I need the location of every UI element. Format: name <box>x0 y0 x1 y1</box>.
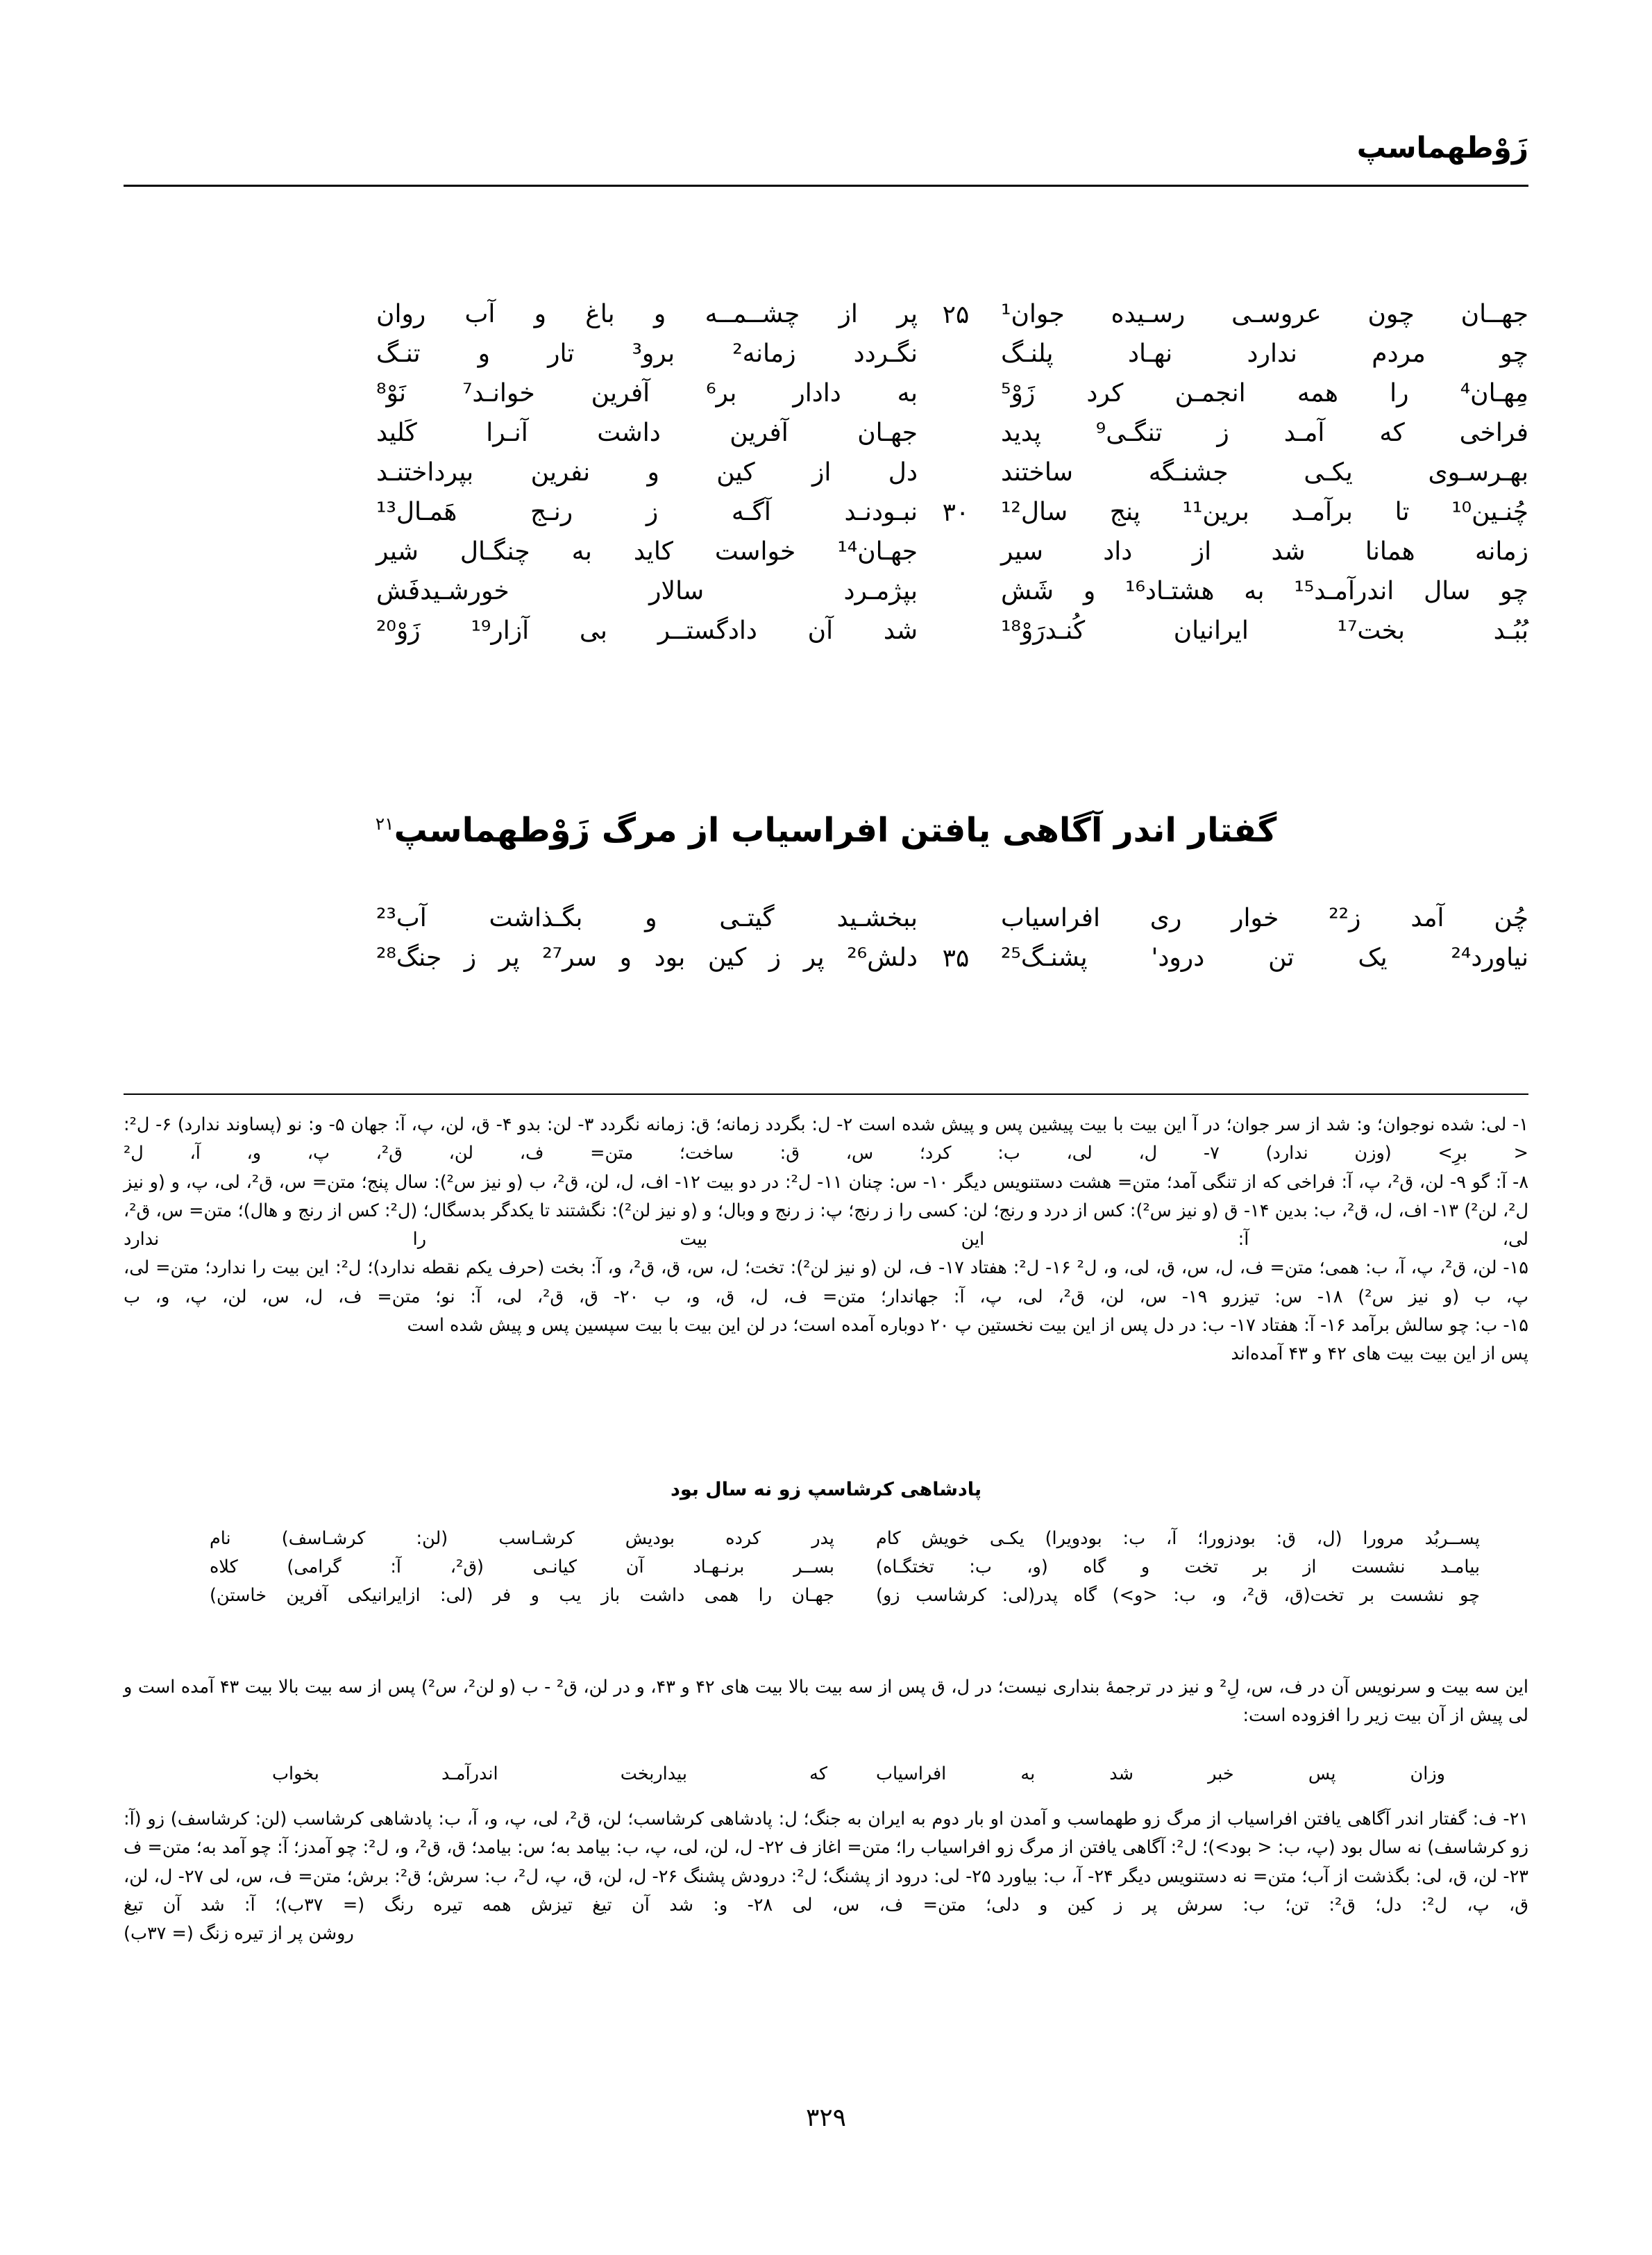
apparatus-paragraph: ۱- لی: شده نوجوان؛ و: شد از سر جوان؛ در آ این بیت با بیت پیشین پس و پیش شده است ۲- ل: بگردد زمانه؛ ق: زمانه نگردد ۳- لن: بدو ۴- ق، لن، پ، آ: جهان ۵- و: نو (پساوند ندارد) ۶- ل²: < برِ> (وزن ندارد) ۷- ل، لی، ب: کرد؛ س، ق: ساخت؛ متن= ف، لن، ق²، پ، و، آ، ل² <box>124 1114 1529 1164</box>
quoted-hemistich-left: بســر برنـهـاد آن کیانـی (ق²، آ: گرامی) کلاه <box>210 1557 834 1577</box>
hemistich-left: دلش²⁶ پر ز کین بود و سر²⁷ پر ز جنگ²⁸ <box>376 944 918 972</box>
quoted-single-verse <box>124 1763 1528 1793</box>
hemistich-right: چُنـین¹⁰ تا برآمـد برین¹¹ پنج سال¹² <box>1001 498 1528 526</box>
verse-line <box>124 417 1528 457</box>
verse-line <box>124 576 1528 615</box>
apparatus-paragraph: ۱۵- لن، ق²، پ، آ، ب: همی؛ متن= ف، ل، س، ق، لی، و، ل² ۱۶- ل²: هفتاد ۱۷- ف، لن (و نیز لن²): تخت؛ ل، س، ق، ق²، و، آ: بخت (حرف یکم نقطه ندارد)؛ ل²: این بیت را ندارد؛ متن= لی، پ، ب (و نیز س²) ۱۸- س: تیزرو ۱۹- س، لن، ق²، لی، پ، آ: جهاندار؛ متن= ف، ل، ق، و، ب ۲۰- ق، ق²، لی، آ: نو؛ متن= ف، ل، س، لن، پ، و، ب <box>124 1257 1529 1307</box>
critical-apparatus-block-1 <box>124 1111 1528 1369</box>
quoted-verse-line <box>124 1582 1528 1610</box>
hemistich-left: بپژمـرد سالار خورشـیدفَش <box>376 577 918 605</box>
verse-block-after-heading <box>124 903 1528 982</box>
quoted-hemistich-left: جهـان را همی داشت باز یب و فر (لی: ازایرانیکی آفرین خاستن) <box>210 1585 834 1606</box>
hemistich-left: پر از چشــمــه و باغ و آب روان <box>376 300 918 328</box>
running-head-title: زَوْطهماسپ <box>1356 131 1528 165</box>
apparatus-paragraph: این سه بیت و سرنویس آن در ف، س، لِ² و نیز در ترجمهٔ بنداری نیست؛ در ل، ق پس از سه بیت بالا بیت های ۴۲ و ۴۳، و در لن، ق² - ب (و لن²، س²) پس از سه بیت بالا بیت ۴۳ آمده است و لی پیش از آن بیت زیر را افزوده است: <box>124 1677 1529 1727</box>
hemistich-left: ببخشـید گیتـی و بگـذاشت آب²³ <box>376 904 918 932</box>
apparatus-paragraph: ۱۵- ب: چو سالش برآمد ۱۶- آ: هفتاد ۱۷- ب: در دل پس از این بیت نخستین پ ۲۰ دوباره آمده است؛ در لن این بیت با بیت سپسین پس و پیش شده است <box>407 1315 1528 1336</box>
hemistich-left: جهـان¹⁴ خواست کاید به چنگـال شیر <box>376 537 918 566</box>
section-heading-note-marker: ۲۱ <box>375 814 394 834</box>
verse-number: ۳۰ <box>942 498 970 527</box>
hemistich-left: شد آن دادگستــر بی آزار¹⁹ زَوْ²⁰ <box>376 617 918 645</box>
hemistich-right: جهــان چون عروسـی رسـیده جوان¹ <box>1001 300 1528 328</box>
quoted-verse-block <box>124 1525 1528 1610</box>
apparatus-paragraph-tail: پس از این بیت بیت های ۴۲ و ۴۳ آمده‌اند <box>1231 1343 1528 1365</box>
running-head-rule <box>124 185 1528 187</box>
hemistich-right: چو مردم ندارد نهـاد پلنـگ <box>1001 339 1528 368</box>
quoted-verse-line <box>124 1553 1528 1582</box>
quoted-hemistich-right: پســربُد مرورا (ل، ق: بودزورا؛ آ، ب: بودویرا) یکـی خویش کام <box>876 1528 1480 1549</box>
apparatus-paragraph: ۸- آ: گو ۹- لن، ق²، پ، آ: فراخی که از تنگی آمد؛ متن= هشت دستنویس دیگر ۱۰- س: چنان ۱۱- ل²: در دو بیت ۱۲- اف، ل، لن، ق²، ب (و نیز س²): سال پنج؛ متن= س، ق²، لی، پ، و (و نیز ل²، لن²) ۱۳- اف، ل، ق²، ب: بدین ۱۴- ق (و نیز س²): کس از درد و رنج؛ لن: کسی را ز رنج؛ پ: ز رنج و وبال؛ و (و نیز لن²): نگشتند تا یکدگر بدسگال؛ (ل²: کس از رنج و هال)؛ متن= س، ق²، لی، آ: این بیت را ندارد <box>124 1171 1529 1250</box>
quoted-hemistich-right: چو نشست بر تخت(ق، ق²، و، ب: <و>) گاه پدر(لی: کرشاسب زو) <box>876 1585 1480 1606</box>
section-heading <box>124 811 1528 850</box>
verse-line <box>124 338 1528 378</box>
critical-apparatus-block-3 <box>124 1805 1528 1948</box>
hemistich-right: چو سال اندرآمـد¹⁵ به هشتـاد¹⁶ و شَش <box>1001 577 1529 605</box>
hemistich-right: زمانه همانا شد از داد سیر <box>1001 537 1528 566</box>
hemistich-right: مِهـان⁴ را همه انجمـن کرد زَوْ⁵ <box>1001 379 1528 408</box>
hemistich-left: به دادار بر⁶ آفرین خوانـد⁷ نَوْ⁸ <box>376 379 918 408</box>
quoted-hemistich-right: بیامـد نشست از بر تخت و گاه (و، ب: تختگـاه) <box>876 1557 1480 1577</box>
verse-number: ۲۵ <box>942 301 970 329</box>
verse-line <box>124 496 1528 536</box>
apparatus-paragraph: ۲۱- ف: گفتار اندر آگاهی یافتن افراسیاب از مرگ زو طهماسب و آمدن او بار دوم به ایران به جنگ؛ ل: پادشاهی کرشاسب؛ لن، ق²، لی، پ، و، آ، ب: پادشاهی کرشاسب (لن: کرشاسف) زو (آ: زو کرشاسف) نه سال بود (پ، ب: < بود>)؛ ل²: آگاهی یافتن از مرگ زو افراسیاب را؛ متن= اغاز ف ۲۲- ل، لن، لی، پ، ب: بیامد به؛ س: بیامد؛ ق، ق²، و، ل²: چو آمدز؛ آ: چو آمد به؛ متن= ف ۲۳- لن، ق، لی: بگذشت از آب؛ متن= نه دستنویس دیگر ۲۴- آ، ب: بیاورد ۲۵- لی: درود از پشنگ؛ ل²: درودش پشنگ ۲۶- ل، لن، ق، پ، ل²، ب: سرش؛ ق²: برش؛ متن= ف، س، لی ۲۷- ل، لن، ق، پ، ل²: دل؛ ق²: تن؛ ب: سرش پر ز کین و دلی؛ متن= ف، س، لی ۲۸- و: شد آن تیغ تیزش همه تیره رنگ (= ۳۷ب)؛ آ: شد آن تیغ <box>124 1809 1529 1916</box>
verse-block-top <box>124 299 1528 655</box>
hemistich-right: بهـرسـوی یکـی جشنـگه ساختند <box>1001 458 1528 487</box>
hemistich-left: دل از کین و نفرین بپرداختنـد <box>376 458 918 487</box>
quoted-verse-line <box>124 1525 1528 1553</box>
quoted-hemistich-left: پدر کرده بودیش کرشـاسب (لن: کرشـاسف) نام <box>210 1528 834 1549</box>
apparatus-paragraph: روشن پر از تیره زنگ (= ۳۷ب) <box>124 1923 354 1945</box>
hemistich-left: جهـان آفرین داشت آنـرا کَلید <box>376 419 918 447</box>
verse-line <box>124 457 1528 496</box>
section-heading-text: گفتار اندر آگاهی یافتن افراسیاب از مرگ زَوْطهماسپ <box>394 811 1277 850</box>
apparatus-separator-rule <box>124 1093 1528 1095</box>
verse-line <box>124 299 1528 338</box>
apparatus-sub-heading: پادشاهی کرشاسپ زو نه سال بود <box>670 1479 982 1500</box>
running-head <box>124 132 1528 194</box>
quoted-hemistich-right: وزان پس خبر شد به افراسیاب <box>876 1763 1445 1784</box>
verse-number: ۳۵ <box>942 944 970 973</box>
hemistich-right: چُن آمد ز²² خوار ری افراسیاب <box>1001 904 1528 932</box>
verse-line <box>124 903 1528 942</box>
verse-line <box>124 615 1528 655</box>
hemistich-right: نیاورد²⁴ یک تن درود' پشنـگ²⁵ <box>1001 944 1528 972</box>
verse-line <box>124 378 1528 417</box>
hemistich-left: نبـودنـد آگـه ز رنـج هَمـال¹³ <box>376 498 918 526</box>
verse-line <box>124 942 1528 982</box>
hemistich-right: فراخی که آمـد ز تنگـی⁹ پدید <box>1001 419 1529 447</box>
quoted-hemistich-left: که بیداربخت اندرآمـد بخواب <box>272 1763 827 1784</box>
hemistich-left: نگـردد زمانه² برو³ تار و تنـگ <box>376 339 918 368</box>
critical-apparatus-block-2 <box>124 1673 1528 1731</box>
verse-line <box>124 536 1528 576</box>
folio-number: ۳۲۹ <box>805 2104 846 2132</box>
hemistich-right: بُبُـد بخت¹⁷ ایرانیان کُنـدرَوْ¹⁸ <box>1001 617 1528 645</box>
